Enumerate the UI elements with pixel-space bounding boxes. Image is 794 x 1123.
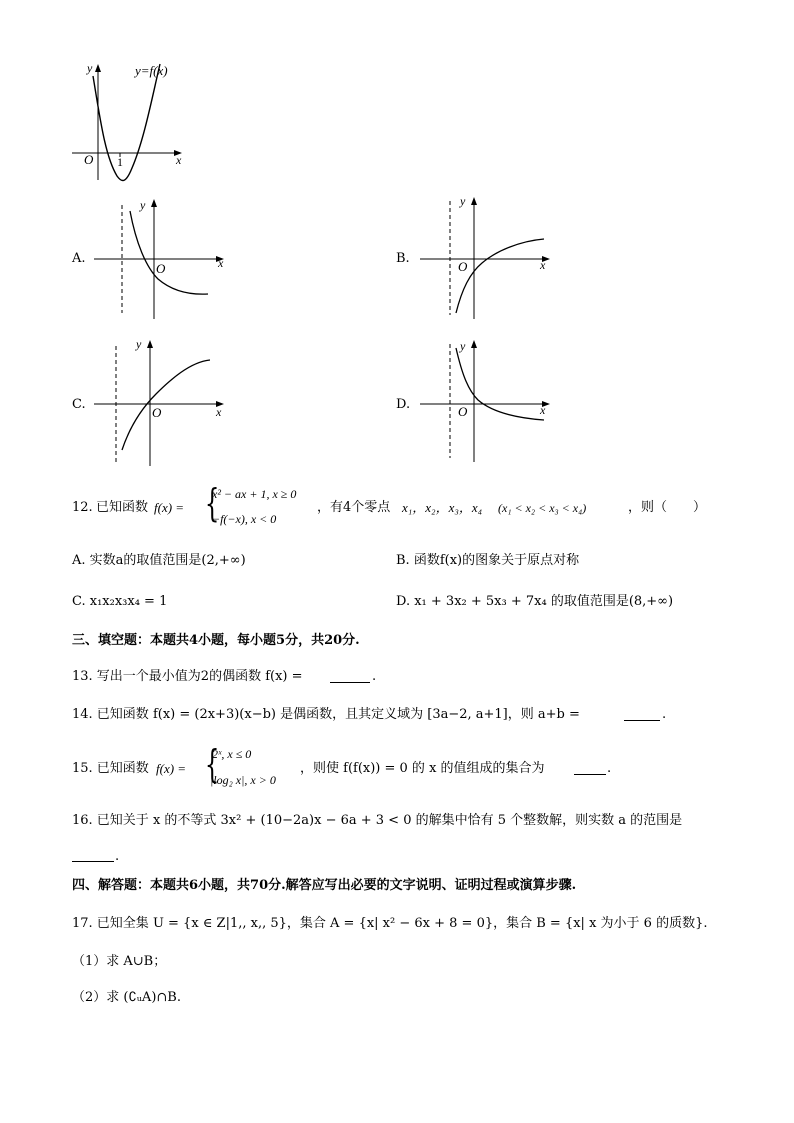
main-graph-fx-label: y=f(x): [135, 63, 168, 78]
option-a-letter: A.: [72, 251, 86, 266]
option-b-graph: [416, 195, 566, 325]
q17-text: 17. 已知全集 U = {x ∈ Z|1,, x,, 5}，集合 A = {x| x² − 6x + 8 = 0}，集合 B = {x| x 为小于 6 的质数}.: [72, 916, 708, 931]
svg-text:y: y: [140, 198, 146, 212]
option-c-graph: [90, 338, 240, 468]
main-graph-origin: O: [84, 152, 94, 167]
svg-text:y: y: [136, 337, 142, 351]
svg-text:x: x: [540, 258, 546, 272]
q12-fx: f(x) =: [154, 500, 185, 515]
q12-case1: x² − ax + 1, x ≥ 0: [212, 487, 297, 501]
svg-text:O: O: [156, 261, 166, 276]
svg-text:y: y: [460, 339, 466, 353]
q15-case1: 2ˣ, x ≤ 0: [212, 747, 252, 761]
q17-part2: （2）求 (∁ᵤA)∩B.: [72, 990, 181, 1005]
main-graph-one: 1: [117, 155, 123, 169]
q14-text: 14. 已知函数 f(x) = (2x+3)(x−b) 是偶函数，且其定义域为 [3a−2, a+1]，则 a+b =: [72, 707, 580, 722]
main-graph-y-label: y: [87, 61, 93, 75]
main-graph-x-label: x: [176, 153, 182, 167]
q16-blank: [72, 849, 114, 862]
q14-end: .: [662, 707, 667, 722]
q12-cond: (x₁ < x₂ < x₃ < x₄): [498, 501, 587, 515]
q16-end: .: [115, 849, 120, 864]
q12-option-d: D. x₁ + 3x₂ + 5x₃ + 7x₄ 的取值范围是(8,+∞): [396, 594, 674, 609]
q17-part1: （1）求 A∪B；: [72, 954, 167, 969]
q12-mid: ，有4个零点: [317, 500, 391, 515]
q12-lead: 已知函数: [96, 500, 149, 515]
q14-blank: [624, 708, 660, 721]
q15-tail: ，则使 f(f(x)) = 0 的 x 的值组成的集合为: [300, 761, 545, 776]
section-4-heading: 四、解答题：本题共6小题，共70分.解答应写出必要的文字说明、证明过程或演算步骤.: [72, 878, 577, 893]
q15-brace: {: [204, 742, 220, 786]
q13-end: .: [372, 669, 377, 684]
option-a-graph: [90, 195, 240, 325]
svg-text:x: x: [218, 256, 224, 270]
q12-number: 12.: [72, 500, 93, 515]
q15-blank: [574, 762, 606, 775]
q12-case2: −f(−x), x < 0: [212, 512, 277, 526]
svg-text:y: y: [460, 194, 466, 208]
svg-text:x: x: [216, 405, 222, 419]
q12-option-a: A. 实数a的取值范围是(2,+∞): [72, 553, 246, 568]
q12-brace: {: [204, 481, 220, 525]
option-c-letter: C.: [72, 397, 86, 412]
q12-option-c: C. x₁x₂x₃x₄ = 1: [72, 594, 168, 609]
svg-text:O: O: [152, 405, 162, 420]
option-b-letter: B.: [396, 251, 410, 266]
svg-text:x: x: [540, 403, 546, 417]
q15-number: 15. 已知函数: [72, 761, 149, 776]
q12-tail: ，则（ ）: [628, 500, 707, 515]
svg-text:O: O: [458, 259, 468, 274]
q15-end: .: [607, 761, 612, 776]
q12-zeros: x₁，x₂，x₃，x₄: [402, 500, 483, 515]
q15-fx: f(x) =: [156, 761, 187, 776]
q16-line1: 16. 已知关于 x 的不等式 3x² + (10−2a)x − 6a + 3 < 0 的解集中恰有 5 个整数解，则实数 a 的范围是: [72, 813, 683, 828]
svg-text:O: O: [458, 404, 468, 419]
main-graph: [60, 58, 260, 188]
option-d-letter: D.: [396, 397, 411, 412]
q15-case2: |log₂ x|, x > 0: [210, 773, 276, 787]
option-d-graph: [416, 338, 566, 468]
q12-option-b: B. 函数f(x)的图象关于原点对称: [396, 553, 580, 568]
q13-text: 13. 写出一个最小值为2的偶函数 f(x) =: [72, 669, 303, 684]
section-3-heading: 三、填空题：本题共4小题，每小题5分，共20分.: [72, 633, 360, 648]
q13-blank: [330, 670, 370, 683]
